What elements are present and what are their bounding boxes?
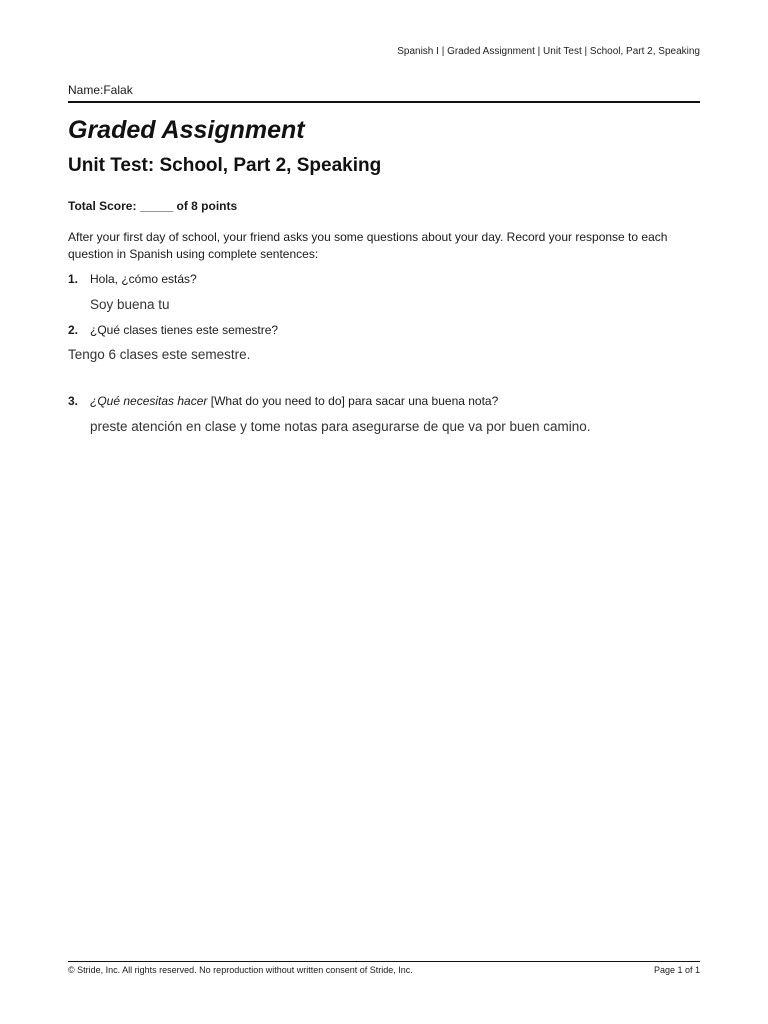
student-name: Name:Falak: [68, 83, 700, 103]
answer-1[interactable]: Soy buena tu: [90, 297, 170, 312]
page-subtitle: Unit Test: School, Part 2, Speaking: [68, 155, 382, 176]
footer-copyright: © Stride, Inc. All rights reserved. No reproduction without written consent of Stride, Inc.: [68, 965, 413, 975]
running-header: Spanish I | Graded Assignment | Unit Test | School, Part 2, Speaking: [397, 46, 700, 57]
page-title: Graded Assignment: [68, 116, 305, 144]
question-1-text: Hola, ¿cómo estás?: [90, 272, 197, 286]
question-1: [68, 272, 197, 286]
answer-2[interactable]: Tengo 6 clases este semestre.: [68, 347, 251, 362]
question-2-text: ¿Qué clases tienes este semestre?: [90, 323, 279, 337]
footer-page-number: Page 1 of 1: [653, 965, 700, 975]
question-3-text-rest: [What do you need to do] para sacar una buena nota?: [207, 394, 499, 408]
question-2: [68, 323, 278, 337]
document-page: [68, 0, 700, 1024]
question-2-number: 2.: [68, 323, 79, 337]
answer-3[interactable]: preste atención en clase y tome notas para asegurarse de que va por buen camino.: [90, 419, 591, 434]
question-1-number: 1.: [68, 272, 79, 286]
total-score: Total Score: _____ of 8 points: [68, 199, 238, 213]
question-3-number: 3.: [68, 394, 79, 408]
question-3-text-italic: ¿Qué necesitas hacer: [90, 394, 208, 408]
footer-divider: [68, 961, 700, 962]
question-3: [68, 394, 498, 408]
instructions: After your first day of school, your friend asks you some questions about your day. Record your response to each question in Spanish using complete sentences:: [68, 230, 668, 261]
